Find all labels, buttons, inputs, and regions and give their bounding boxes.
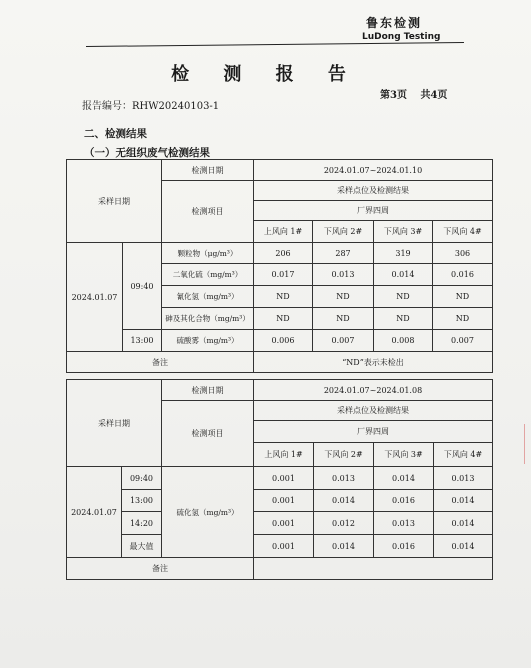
item-header: 检测项目 <box>162 181 254 243</box>
value-cell: 0.014 <box>434 490 493 512</box>
sample-time-cell: 最大值 <box>122 535 162 558</box>
sample-time-cell: 13:00 <box>123 330 162 352</box>
binding-margin-mark <box>520 424 525 464</box>
item-cell: 砷及其化合物（mg/m³） <box>162 308 254 330</box>
header-divider <box>86 42 464 47</box>
item-cell: 氰化氢（mg/m³） <box>162 286 254 308</box>
value-cell: 0.016 <box>374 490 434 512</box>
remark-label: 备注 <box>67 558 254 580</box>
sample-time-cell: 14:20 <box>122 512 162 535</box>
value-cell: 0.001 <box>254 467 314 490</box>
results-table-2 <box>66 379 493 580</box>
column-header: 下风向 2# <box>314 443 374 467</box>
value-cell: 319 <box>374 243 433 264</box>
item-header: 检测项目 <box>162 401 254 467</box>
value-cell: 0.014 <box>434 535 493 558</box>
remark-label: 备注 <box>67 352 254 373</box>
page-title: 检 测 报 告 <box>171 64 360 85</box>
value-cell: 0.014 <box>374 264 433 286</box>
value-cell: ND <box>433 308 493 330</box>
value-cell: 0.007 <box>313 330 374 352</box>
value-cell: ND <box>254 286 313 308</box>
points-header: 采样点位及检测结果 <box>254 181 493 201</box>
column-header: 下风向 3# <box>374 221 433 243</box>
value-cell: 0.006 <box>254 330 313 352</box>
detect-date-value: 2024.01.07~2024.01.08 <box>254 380 493 401</box>
value-cell: ND <box>433 286 493 308</box>
sample-time-cell: 13:00 <box>122 490 162 512</box>
remark-value: “ND”表示未检出 <box>254 352 493 373</box>
company-logo-cn: 鲁东检测 <box>366 16 423 30</box>
value-cell: 306 <box>433 243 493 264</box>
site-header: 厂界四周 <box>254 201 493 221</box>
value-cell: 0.013 <box>374 512 434 535</box>
column-header: 下风向 3# <box>374 443 434 467</box>
value-cell: 0.013 <box>313 264 374 286</box>
value-cell: ND <box>313 308 374 330</box>
value-cell: 0.008 <box>374 330 433 352</box>
detect-date-header: 检测日期 <box>162 160 254 181</box>
sample-date-header: 采样日期 <box>67 380 162 467</box>
subsection-heading: （一）无组织废气检测结果 <box>84 147 210 159</box>
value-cell: ND <box>313 286 374 308</box>
column-header: 下风向 4# <box>434 443 493 467</box>
value-cell: ND <box>254 308 313 330</box>
item-cell: 硫化氢（mg/m³） <box>162 467 254 558</box>
column-header: 上风向 1# <box>254 221 313 243</box>
sample-time-cell: 09:40 <box>122 467 162 490</box>
column-header: 上风向 1# <box>254 443 314 467</box>
value-cell: 0.001 <box>254 535 314 558</box>
sample-time-cell: 09:40 <box>123 243 162 330</box>
item-cell: 颗粒物（μg/m³） <box>162 243 254 264</box>
value-cell: 0.013 <box>434 467 493 490</box>
report-number: 报告编号：RHW20240103-1 <box>82 101 220 112</box>
site-header: 厂界四周 <box>254 421 493 443</box>
value-cell: 0.014 <box>374 467 434 490</box>
points-header: 采样点位及检测结果 <box>254 401 493 421</box>
column-header: 下风向 4# <box>433 221 493 243</box>
detect-date-value: 2024.01.07~2024.01.10 <box>254 160 493 181</box>
sample-date-cell: 2024.01.07 <box>67 243 123 352</box>
value-cell: 0.013 <box>314 467 374 490</box>
value-cell: 206 <box>254 243 313 264</box>
value-cell: 0.017 <box>254 264 313 286</box>
value-cell: 0.012 <box>314 512 374 535</box>
value-cell: 0.007 <box>433 330 493 352</box>
value-cell: 0.016 <box>433 264 493 286</box>
sample-date-cell: 2024.01.07 <box>67 467 122 558</box>
value-cell: 0.014 <box>434 512 493 535</box>
column-header: 下风向 2# <box>313 221 374 243</box>
remark-value <box>254 558 493 580</box>
item-cell: 硫酸雾（mg/m³） <box>162 330 254 352</box>
value-cell: 0.001 <box>254 490 314 512</box>
value-cell: 0.001 <box>254 512 314 535</box>
value-cell: ND <box>374 286 433 308</box>
section-heading: 二、检测结果 <box>84 128 147 140</box>
value-cell: 287 <box>313 243 374 264</box>
value-cell: ND <box>374 308 433 330</box>
company-logo-en: LuDong Testing <box>362 32 441 42</box>
page-indicator: 第3页 共4页 <box>380 90 448 101</box>
sample-date-header: 采样日期 <box>67 160 162 243</box>
results-table-1 <box>66 159 493 373</box>
value-cell: 0.014 <box>314 490 374 512</box>
value-cell: 0.016 <box>374 535 434 558</box>
detect-date-header: 检测日期 <box>162 380 254 401</box>
item-cell: 二氧化硫（mg/m³） <box>162 264 254 286</box>
value-cell: 0.014 <box>314 535 374 558</box>
